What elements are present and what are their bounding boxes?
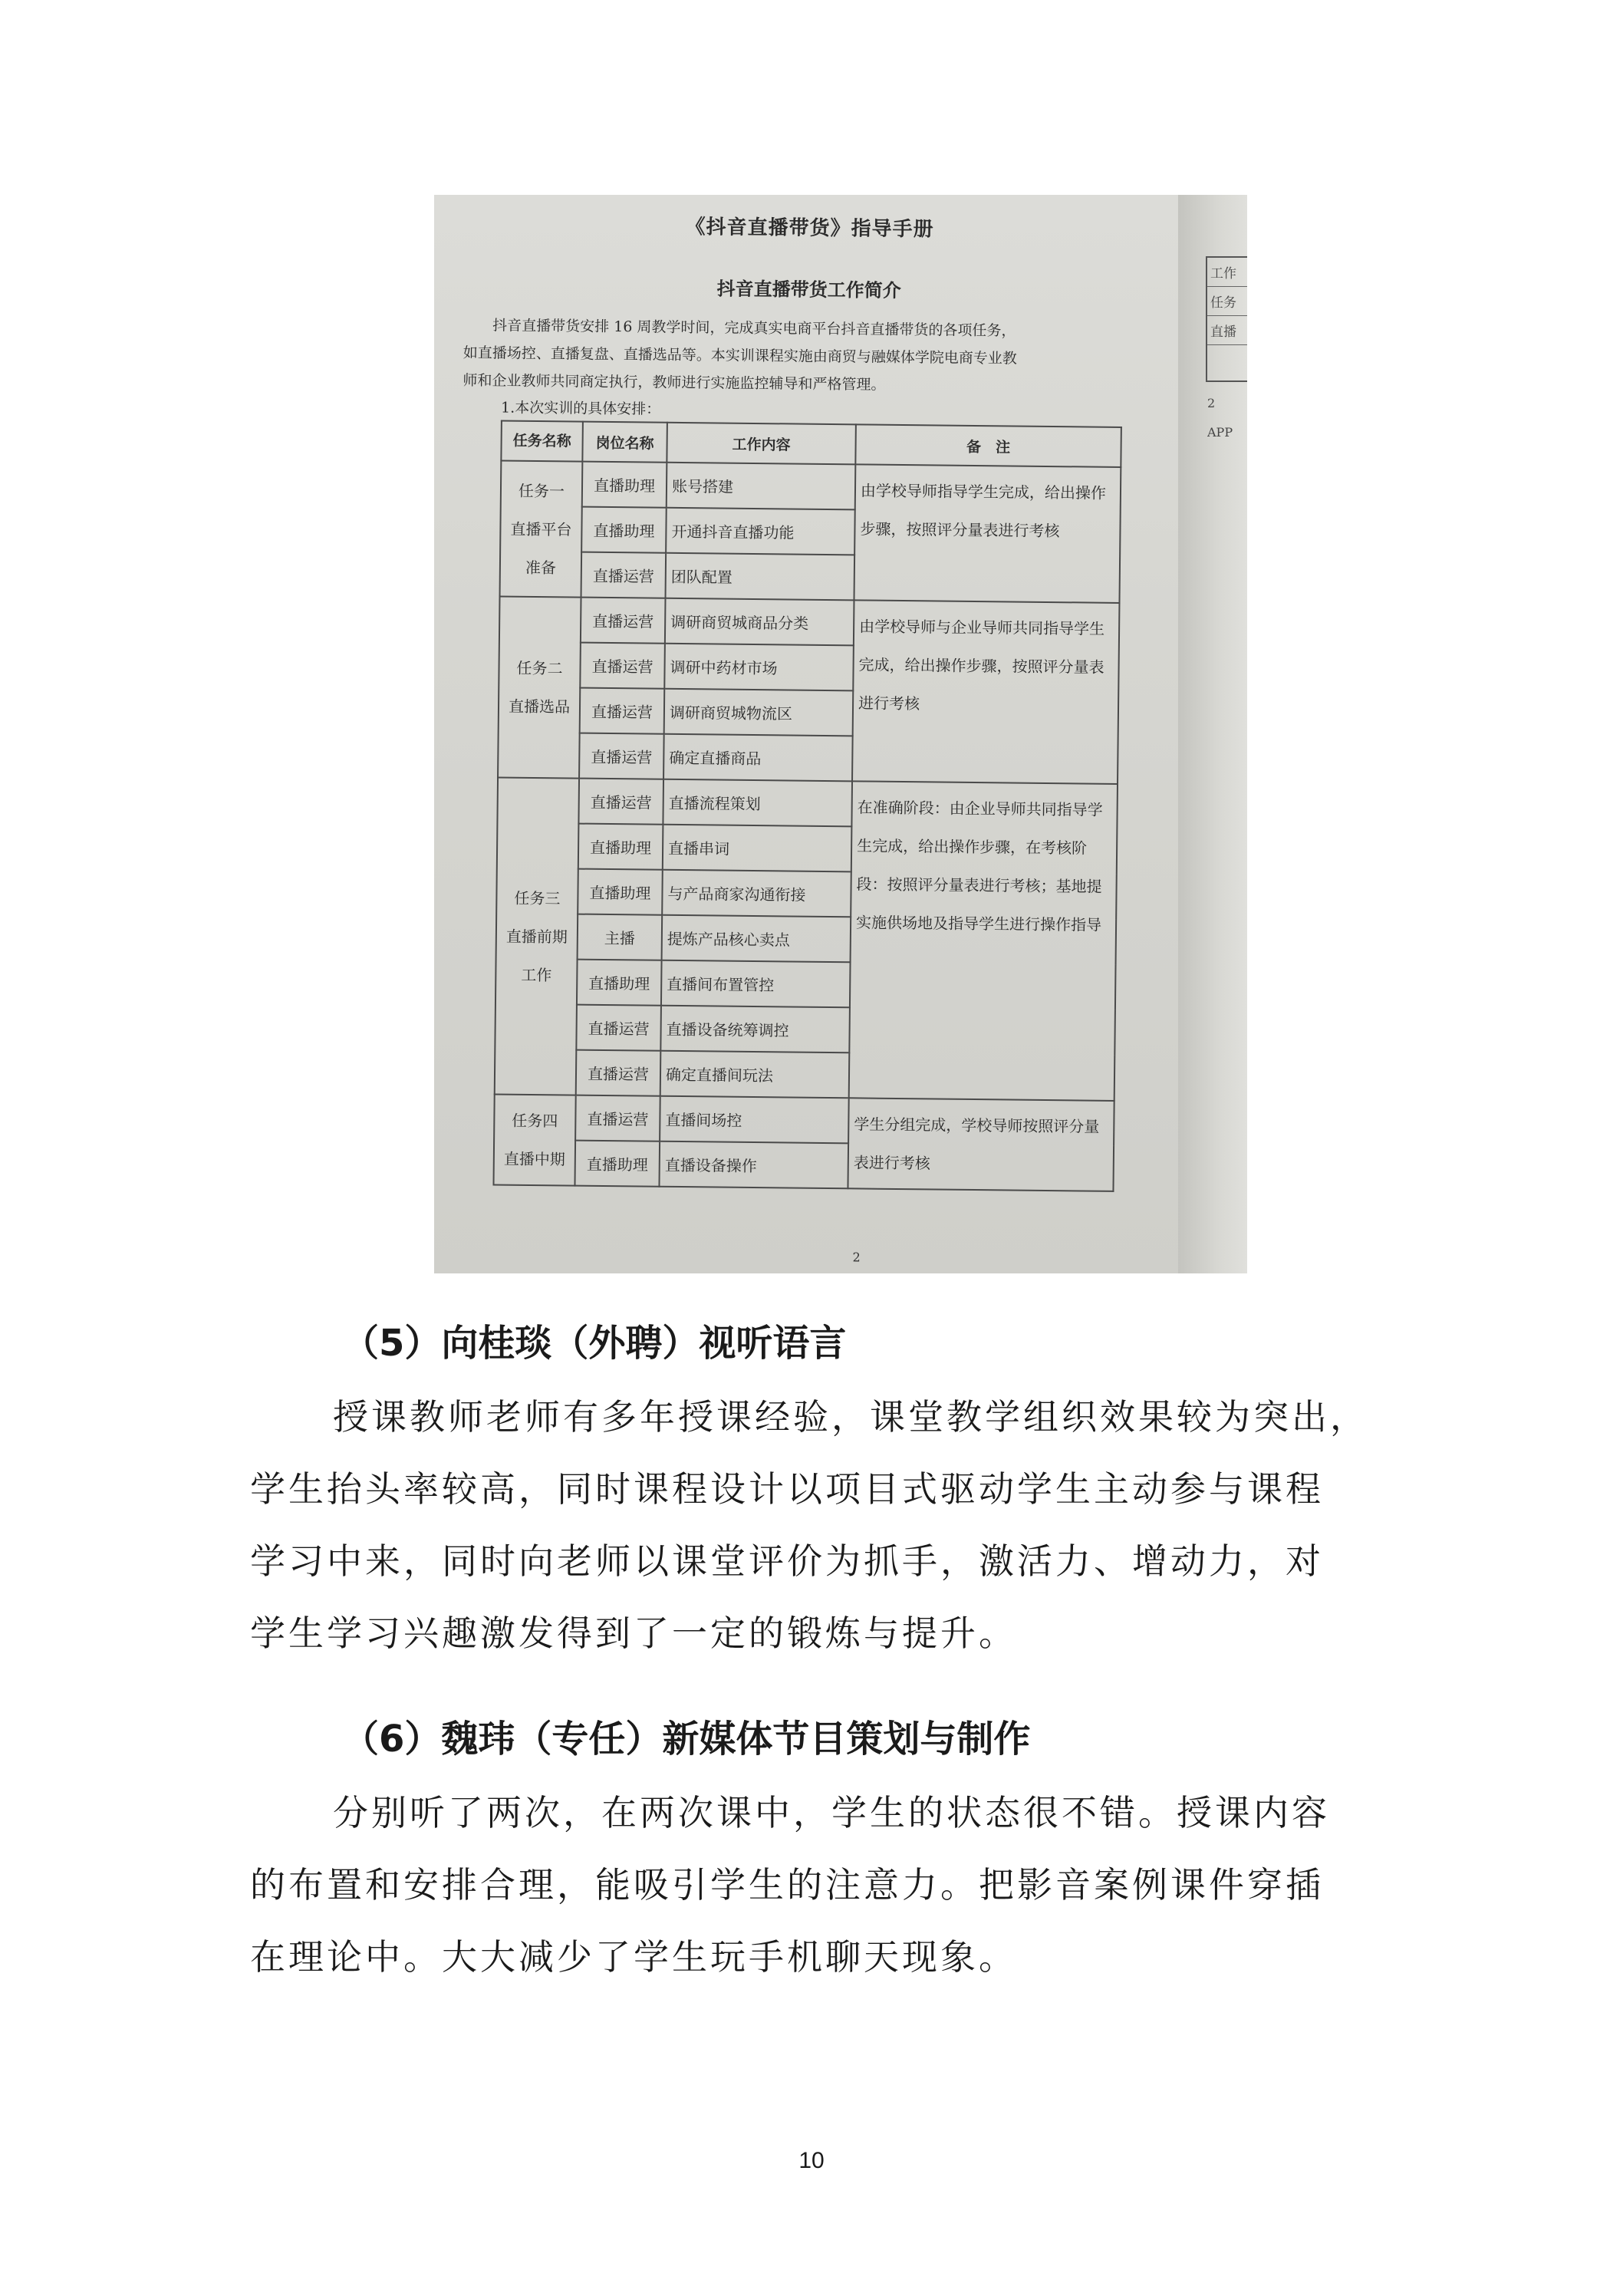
handbook-header: 《抖音直播带货》指导手册: [685, 216, 934, 242]
handbook-intro: 抖音直播带货安排 16 周教学时间，完成真实电商平台抖音直播带货的各项任务， 如直播场控、直播复盘、直播选品等。本实训课程实施由商贸与融媒体学院电商专业教 师和企业教师共同商定执行，教师进行实施监控辅导和严格管理。: [463, 317, 1017, 394]
table-row: [499, 597, 1120, 648]
section-6-heading: （6）魏玮（专任）新媒体节目策划与制作: [342, 1718, 1031, 1761]
work-content-cell: 与产品商家沟通衔接: [662, 870, 851, 917]
table-header-row: [501, 421, 1121, 467]
work-content-cell: 账号搭建: [667, 463, 856, 510]
work-content-cell: 直播间场控: [660, 1096, 849, 1144]
work-content-cell: 开通抖音直播功能: [666, 508, 855, 555]
schedule-label: 1.本次实训的具体安排：: [500, 399, 661, 418]
role-cell: 直播助理: [578, 869, 663, 915]
note-cell: 学生分组完成，学校导师按照评分量表进行考核: [848, 1098, 1114, 1191]
work-content-cell: 提炼产品核心卖点: [662, 915, 851, 963]
work-content-cell: 直播流程策划: [663, 779, 852, 827]
section-5-paragraph: 授课教师老师有多年授课经验，课堂教学组织效果较为突出， 学生抬头率较高，同时课程设计以项目式驱动学生主动参与课程 学习中来，同时向老师以课堂评价为抓手，激活力、增动力，对 学生学习兴趣激发得到了一定的锻炼与提升。: [250, 1396, 1368, 1654]
section-5-heading: （5）向桂琰（外聘）视听语言: [342, 1322, 847, 1365]
table-header: 备 注: [855, 424, 1121, 467]
work-content-cell: 确定直播商品: [663, 734, 853, 782]
note-cell: 由学校导师与企业导师共同指导学生完成，给出操作步骤，按照评分量表进行考核: [852, 600, 1119, 784]
work-content-cell: 直播间布置管控: [661, 960, 851, 1008]
side-table-fragment: 工作 任务 直播: [1206, 256, 1247, 382]
table-header: 工作内容: [667, 423, 856, 465]
work-content-cell: 调研中药材市场: [664, 644, 854, 691]
note-cell: 由学校导师指导学生完成，给出操作步骤，按照评分量表进行考核: [854, 464, 1121, 603]
role-cell: 直播运营: [581, 598, 666, 644]
work-content-cell: 调研商贸城物流区: [664, 689, 854, 736]
handbook-title: 抖音直播带货工作简介: [716, 277, 901, 301]
note-cell: 在准确阶段：由企业导师共同指导学生完成，给出操作步骤，在考核阶段：按照评分量表进行考核；基地提实施供场地及指导学生进行操作指导: [849, 781, 1118, 1101]
work-content-cell: 直播设备操作: [659, 1141, 848, 1189]
side-text: 2: [1207, 396, 1216, 410]
table-header: 岗位名称: [582, 422, 667, 463]
role-cell: 直播运营: [576, 1005, 661, 1051]
role-cell: 主播: [578, 914, 663, 960]
table-row: [494, 1094, 1114, 1145]
role-cell: 直播运营: [579, 733, 664, 779]
role-cell: 直播运营: [576, 1050, 661, 1096]
role-cell: 直播运营: [581, 552, 667, 598]
page-number: 10: [798, 2148, 825, 2173]
table-row: [497, 777, 1118, 828]
work-content-cell: 确定直播间玩法: [660, 1051, 850, 1099]
task-name-cell: 任务一 直播平台 准备: [500, 461, 583, 598]
role-cell: 直播助理: [574, 1141, 660, 1187]
role-cell: 直播运营: [575, 1095, 660, 1141]
task-name-cell: 任务二 直播选品: [498, 597, 581, 779]
role-cell: 直播运营: [580, 688, 665, 734]
handbook-page: [454, 195, 1154, 1265]
handbook-page-number: 2: [852, 1250, 861, 1265]
table-row: [501, 461, 1121, 512]
side-text: APP: [1207, 425, 1233, 440]
table-header: 任务名称: [501, 421, 583, 462]
schedule-table: [492, 420, 1121, 1192]
work-content-cell: 团队配置: [666, 553, 855, 601]
work-content-cell: 直播串词: [663, 825, 852, 872]
role-cell: 直播助理: [577, 960, 662, 1006]
work-content-cell: 直播设备统筹调控: [660, 1006, 850, 1053]
role-cell: 直播助理: [578, 824, 663, 870]
role-cell: 直播运营: [580, 643, 665, 689]
handbook-photo: [434, 195, 1247, 1273]
role-cell: 直播助理: [582, 462, 667, 508]
task-name-cell: 任务四 直播中期: [493, 1094, 575, 1185]
role-cell: 直播运营: [578, 779, 663, 825]
section-6-paragraph: 分别听了两次，在两次课中，学生的状态很不错。授课内容 的布置和安排合理，能吸引学生的注意力。把影音案例课件穿插 在理论中。大大减少了学生玩手机聊天现象。: [250, 1792, 1330, 1978]
task-name-cell: 任务三 直播前期 工作: [495, 777, 579, 1095]
work-content-cell: 调研商贸城商品分类: [665, 598, 854, 646]
role-cell: 直播助理: [581, 507, 667, 553]
